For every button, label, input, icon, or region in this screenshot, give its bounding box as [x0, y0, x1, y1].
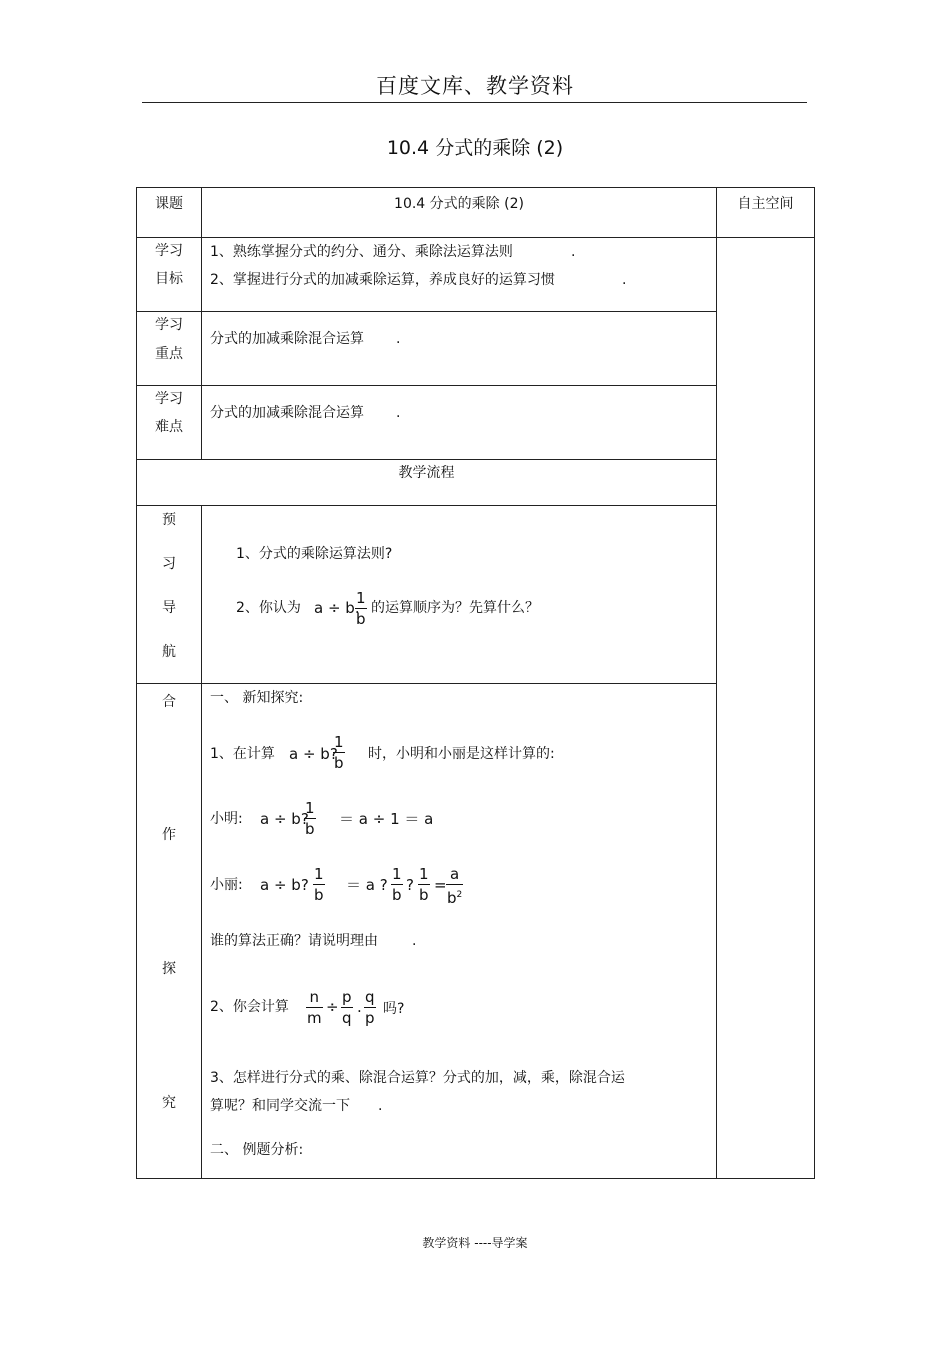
preview-q2-suffix: 的运算顺序为？先算什么？ — [371, 600, 539, 616]
denominator-exponent: 2 — [456, 890, 463, 900]
header-rule — [142, 102, 807, 103]
coop-li-q: ? — [406, 876, 414, 894]
label-coop-1: 合 — [162, 694, 176, 710]
page-footer: 教学资料 ----导学案 — [422, 1236, 528, 1250]
label-preview-1: 预 — [162, 512, 176, 528]
goal-line-2: 2、掌握进行分式的加减乘除运算，养成良好的运算习惯 — [210, 272, 555, 288]
label-coop-4: 究 — [162, 1095, 176, 1111]
coop-li-expr: a ÷ b? — [260, 876, 309, 894]
fraction-denominator: q — [342, 1009, 352, 1027]
fraction-numerator: q — [365, 988, 375, 1006]
label-preview-4: 航 — [162, 644, 176, 660]
row-divider-5 — [136, 505, 717, 506]
fraction-denominator: m — [307, 1009, 322, 1027]
col-divider-label-lower — [201, 505, 202, 1179]
flow-header: 教学流程 — [398, 465, 455, 481]
coop-p2-suffix: 吗? — [383, 1001, 405, 1017]
coop-p1-expr: a ÷ b? — [289, 745, 338, 763]
goal-line-1: 1、熟练掌握分式的约分、通分、乘除法运算法则 — [210, 244, 513, 260]
doc-title: 10.4 分式的乘除 (2) — [386, 137, 564, 159]
label-goal-2: 目标 — [155, 271, 183, 287]
coop-section-1: 一、 新知探究: — [210, 690, 304, 706]
fraction-numerator: 1 — [305, 799, 315, 817]
coop-p2-fraction-3 — [364, 988, 376, 1027]
fraction-numerator: 1 — [314, 865, 324, 883]
fraction-numerator: 1 — [356, 589, 366, 607]
key-text: 分式的加减乘除混合运算 — [210, 331, 364, 347]
coop-p2-dot: . — [357, 998, 362, 1016]
coop-ming-fraction — [304, 799, 316, 838]
coop-li-eq: = — [434, 876, 447, 894]
fraction-bar — [418, 884, 430, 885]
preview-q2-fraction — [355, 589, 367, 628]
coop-li-fraction-1 — [313, 865, 325, 904]
label-diff-2: 难点 — [155, 419, 183, 435]
table-border-top — [136, 187, 815, 188]
coop-li-fraction-2 — [391, 865, 403, 904]
row-divider-3 — [136, 385, 717, 386]
fraction-bar — [364, 1007, 376, 1008]
coop-p2-div: ÷ — [326, 998, 339, 1016]
coop-section-2: 二、 例题分析: — [210, 1142, 304, 1158]
coop-li-fraction-3 — [418, 865, 430, 904]
fraction-bar — [313, 884, 325, 885]
coop-li-label: 小丽: — [210, 877, 243, 893]
topic-value: 10.4 分式的乘除 (2) — [394, 196, 524, 212]
coop-p1-fraction — [333, 733, 345, 772]
diff-text: 分式的加减乘除混合运算 — [210, 405, 364, 421]
site-header: 百度文库、教学资料 — [376, 74, 574, 98]
fraction-numerator: p — [342, 988, 352, 1006]
fraction-numerator: a — [450, 865, 460, 883]
label-topic: 课题 — [155, 196, 183, 212]
key-dot: . — [396, 331, 401, 347]
coop-ming-rest: ＝ a ÷ 1 ＝ a — [339, 810, 434, 828]
label-preview-2: 习 — [162, 556, 176, 572]
preview-q2-prefix: 2、你认为 — [236, 600, 301, 616]
fraction-bar — [333, 752, 345, 753]
side-header: 自主空间 — [737, 196, 794, 212]
coop-ming-label: 小明: — [210, 811, 243, 827]
preview-q1: 1、分式的乘除运算法则? — [236, 546, 393, 562]
coop-li-fraction-4 — [446, 865, 463, 907]
fraction-denominator: b — [305, 820, 315, 838]
coop-p2-fraction-1 — [306, 988, 323, 1027]
coop-who: 谁的算法正确？请说明理由 — [210, 933, 378, 949]
label-key-2: 重点 — [155, 346, 183, 362]
label-goal-1: 学习 — [155, 243, 183, 259]
fraction-denominator: p — [365, 1009, 375, 1027]
goal-line-2-dot: . — [622, 272, 627, 288]
preview-q2-expr: a ÷ b. — [314, 599, 360, 617]
table-border-bottom — [136, 1178, 815, 1179]
coop-p2-prefix: 2、你会计算 — [210, 999, 289, 1015]
fraction-denominator: b — [314, 886, 324, 904]
row-divider-2 — [136, 311, 717, 312]
goal-line-1-dot: . — [571, 244, 576, 260]
fraction-numerator: 1 — [419, 865, 429, 883]
fraction-bar — [304, 818, 316, 819]
denominator-base: b — [447, 889, 457, 907]
coop-p2-fraction-2 — [341, 988, 353, 1027]
fraction-denominator: b — [392, 886, 402, 904]
coop-li-mid: ＝ a ? — [346, 876, 388, 894]
coop-ming-expr: a ÷ b? — [260, 810, 309, 828]
fraction-numerator: 1 — [392, 865, 402, 883]
coop-p1-prefix: 1、在计算 — [210, 746, 275, 762]
label-key-1: 学习 — [155, 317, 183, 333]
coop-p3-dot: . — [378, 1098, 383, 1114]
fraction-numerator: 1 — [334, 733, 344, 751]
row-divider-1 — [136, 237, 815, 238]
table-border-right — [814, 187, 815, 1179]
coop-p3-line-2: 算呢？和同学交流一下 — [210, 1098, 350, 1114]
diff-dot: . — [396, 405, 401, 421]
coop-who-dot: . — [412, 933, 417, 949]
col-divider-label — [201, 187, 202, 460]
fraction-bar — [341, 1007, 353, 1008]
fraction-denominator: b — [356, 610, 366, 628]
fraction-bar — [306, 1007, 323, 1008]
label-coop-2: 作 — [162, 827, 176, 843]
coop-p1-suffix: 时，小明和小丽是这样计算的: — [368, 746, 555, 762]
fraction-denominator: b — [419, 886, 429, 904]
row-divider-6 — [136, 683, 717, 684]
fraction-bar — [446, 884, 463, 885]
fraction-numerator: n — [309, 988, 320, 1006]
fraction-bar — [355, 608, 367, 609]
row-divider-4 — [136, 459, 717, 460]
label-coop-3: 探 — [162, 961, 176, 977]
label-diff-1: 学习 — [155, 391, 183, 407]
fraction-denominator — [446, 886, 463, 907]
coop-p3-line-1: 3、怎样进行分式的乘、除混合运算？分式的加，减，乘，除混合运 — [210, 1070, 625, 1086]
label-preview-3: 导 — [162, 600, 176, 616]
fraction-bar — [391, 884, 403, 885]
fraction-denominator: b — [334, 754, 344, 772]
